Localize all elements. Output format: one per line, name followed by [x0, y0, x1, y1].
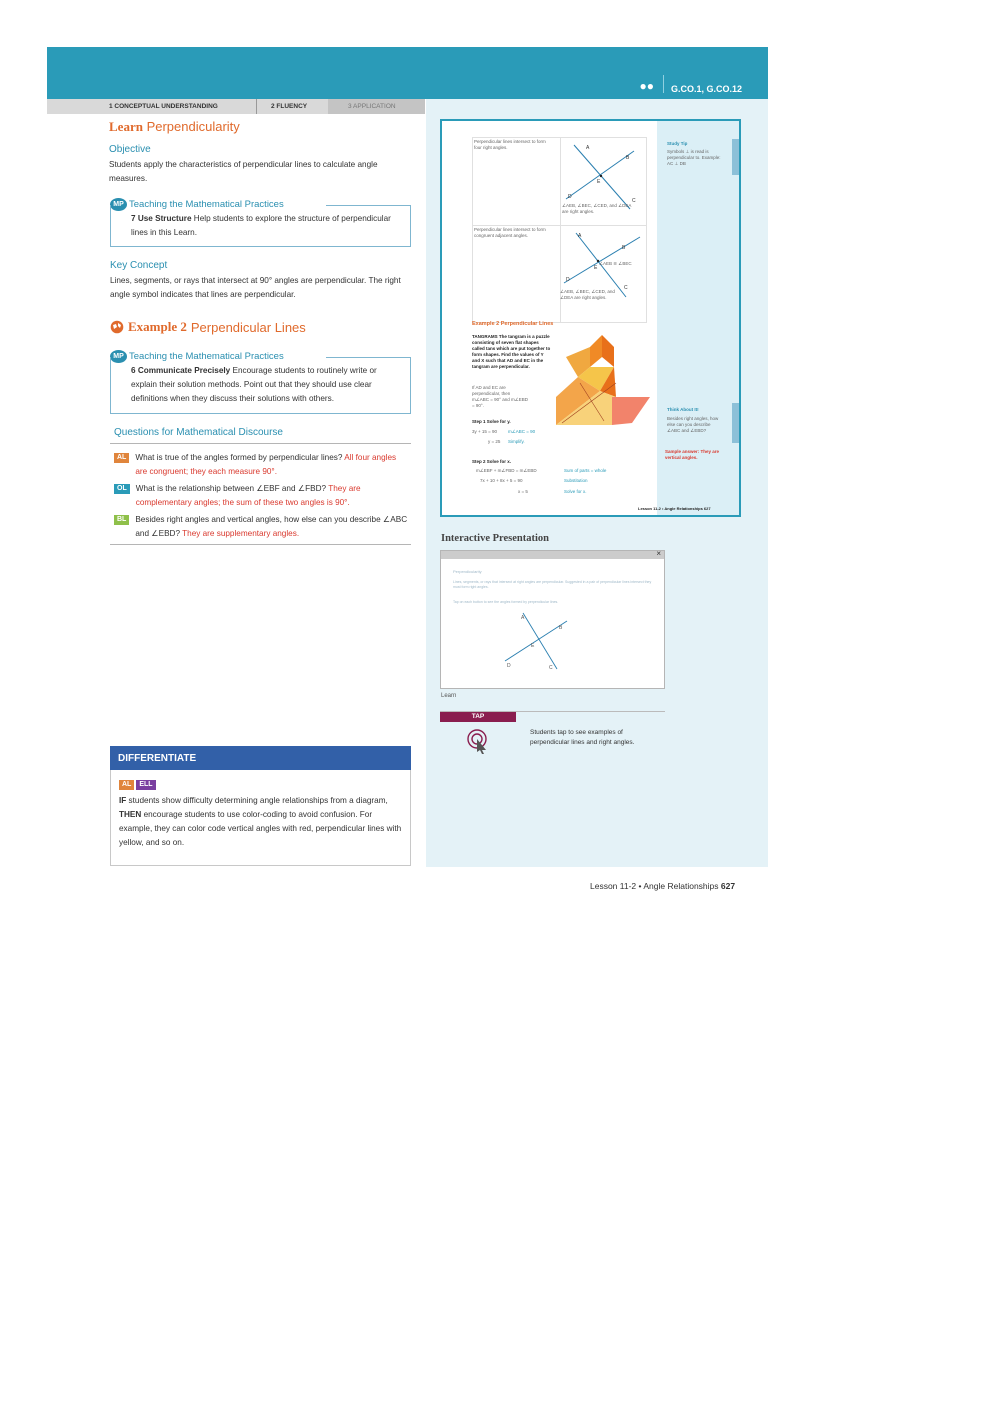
sp-example-if: If AD and EC are perpendicular, then m∠ABC = 90° and m∠EBD = 90°.	[472, 385, 529, 408]
screen-tap-text: Tap on each button to see the angles formed by perpendicular lines.	[453, 600, 559, 604]
differentiate-if: IF students show difficulty determining angle relationships from a diagram,	[119, 796, 388, 805]
tab-application[interactable]: 3 APPLICATION	[328, 99, 425, 114]
mp-title-text: Teaching the Mathematical Practices	[129, 351, 284, 362]
think-about-answer: Sample answer: They are vertical angles.	[665, 449, 720, 460]
level-badge: AL	[114, 453, 129, 463]
svg-text:D: D	[566, 277, 570, 283]
student-page-thumbnail: Study Tip Symbols ⊥ is read is perpendicular to. Example: AC ⊥ DB Think About It! Besides right angles, how else can you describe ∠ABC and ∠EBD? Sample answer: They are vertical angles. Perpendicular lines intersect to form four right angles. Perpendicular lines intersect to form congruent adjacent angles. A B D C E ∠AEB, ∠BEC, ∠CED, and ∠DEA are right angles. A B D C E ∠AEB ≅ ∠BEC ∠AEB, ∠BEC, ∠CED, and ∠DEA are right angles. Example 2 Perpendicular Lines TANGRAMS The tangram is a puzzle consisting of seven flat shapes called tans which are put together to form shapes. Find the values of Y and X such that AD and EC in the tangram are perpendicular. If AD and EC are perpendicular, then m∠ABC = 90° and m∠EBD = 90°. Step 1 Solve for y. 3y + 15 = 90 m∠ABC = 90 y = 25 Simplify. Step 2 Solve for x. m∠EBF + m∠FBD = m∠EBD Sum of parts = whole 7x + 10 + 8x + 5 = 90 Substitution x = 5 Solve for x. Lesson 11-2 • Angle Relationships 627	[440, 119, 741, 517]
svg-text:B: B	[559, 625, 563, 631]
mp-box-structure	[110, 198, 411, 247]
discourse-heading: Questions for Mathematical Discourse	[114, 427, 283, 438]
screen-text: Lines, segments, or rays that intersect at right angles are perpendicular. Suggested in a pair of perpendicular lines intersect they must form right angles.	[453, 580, 652, 589]
svg-text:E: E	[594, 265, 598, 271]
congruent-caption: ∠AEB ≅ ∠BEC	[599, 261, 632, 266]
tangram-figure	[556, 327, 652, 425]
mp-box-communicate	[110, 350, 411, 414]
mp-text: 7 Use Structure Help students to explore the structure of perpendicular lines in this Learn.	[131, 214, 391, 237]
discourse-item-bl: BL Besides right angles and vertical angles, how else can you describe ∠ABC and ∠EBD? They are supplementary angles.	[114, 513, 411, 541]
divider	[663, 75, 664, 93]
tap-label: TAP	[440, 712, 516, 722]
interactive-presentation-screen[interactable]	[440, 550, 665, 689]
think-about-title: Think About It!	[667, 407, 699, 412]
svg-text:A: A	[586, 145, 590, 151]
svg-text:B: B	[622, 245, 626, 251]
level-badge-al: AL	[119, 780, 134, 790]
key-concept-heading: Key Concept	[110, 260, 168, 271]
mp-icon: MP	[110, 350, 127, 363]
screen-perpendicular-diagram[interactable]	[501, 607, 575, 673]
differentiate-body	[110, 770, 411, 866]
standards-label: G.CO.1, G.CO.12	[670, 84, 742, 94]
svg-text:D: D	[507, 663, 511, 669]
svg-text:E: E	[531, 643, 535, 649]
lesson-tabs	[47, 99, 425, 114]
svg-text:B: B	[626, 155, 630, 161]
svg-text:A: A	[521, 615, 525, 621]
study-tip-title: Study Tip	[667, 141, 688, 146]
globe-icon	[110, 320, 124, 334]
svg-text:C: C	[624, 285, 628, 291]
discourse-item-ol: OL What is the relationship between ∠EBF and ∠FBD? They are complementary angles; the sum of these two angles is 90°.	[114, 482, 411, 510]
interactive-presentation-title: Interactive Presentation	[441, 533, 549, 544]
tab-conceptual-understanding[interactable]: 1 CONCEPTUAL UNDERSTANDING	[109, 103, 218, 110]
differentiate-header: DIFFERENTIATE	[110, 746, 411, 770]
concept-text-1: Perpendicular lines intersect to form four right angles.	[474, 139, 546, 150]
objective-heading: Objective	[109, 144, 151, 155]
concept-caption-2: ∠AEB, ∠BEC, ∠CED, and ∠DEA are right angles.	[560, 289, 615, 300]
mp-icon: MP	[110, 198, 127, 211]
mp-text: 6 Communicate Precisely Encourage students to routinely write or explain their solution methods. Point out that they should use clear definitions when they discuss their solutions with others.	[131, 366, 377, 403]
svg-text:D: D	[568, 194, 572, 200]
study-tip-text: Symbols ⊥ is read is perpendicular to. Example: AC ⊥ DB	[667, 149, 721, 166]
level-badge: BL	[114, 515, 129, 525]
svg-text:C: C	[632, 198, 636, 204]
level-badge: OL	[114, 484, 130, 494]
screen-heading: Perpendicularity	[453, 569, 482, 574]
student-page-sidebar	[657, 121, 739, 515]
svg-text:C: C	[549, 665, 553, 671]
tap-icon	[466, 728, 492, 754]
concept-caption-1: ∠AEB, ∠BEC, ∠CED, and ∠DEA are right angles.	[562, 203, 632, 214]
mp-title-text: Teaching the Mathematical Practices	[129, 199, 284, 210]
concept-text-2: Perpendicular lines intersect to form congruent adjacent angles.	[474, 227, 546, 238]
sp-example-body: TANGRAMS The tangram is a puzzle consisting of seven flat shapes called tans which are put together to form shapes. Find the values of Y and X such that AD and EC in the tangram are perpendicular.	[472, 334, 551, 369]
sp-footer: Lesson 11-2 • Angle Relationships 627	[638, 506, 711, 511]
group-icon: ●●	[639, 79, 654, 93]
interactive-caption: Learn	[441, 693, 457, 699]
key-concept-text: Lines, segments, or rays that intersect at 90° angles are perpendicular. The right angle symbol indicates that lines are perpendicular.	[110, 276, 401, 299]
differentiate-then: THEN encourage students to use color-coding to avoid confusion. For example, they can color code vertical angles with red, perpendicular lines with yellow, and so on.	[119, 810, 402, 847]
header-band	[47, 47, 768, 99]
svg-text:E: E	[597, 179, 601, 185]
example-2-heading: Example 2 Perpendicular Lines	[110, 319, 306, 335]
tab-fluency[interactable]: 2 FLUENCY	[256, 99, 328, 114]
sp-step-2: Step 2 Solve for x.	[472, 459, 512, 464]
learn-heading: Learn Perpendicularity	[109, 119, 240, 134]
tap-description: Students tap to see examples of perpendicular lines and right angles.	[530, 729, 635, 746]
level-badge-ell: ELL	[136, 780, 155, 790]
sp-example-title: Example 2 Perpendicular Lines	[472, 321, 554, 327]
page-footer: Lesson 11-2 • Angle Relationships 627	[590, 881, 736, 891]
svg-text:A: A	[578, 233, 582, 239]
close-icon[interactable]: ×	[656, 549, 661, 558]
discourse-list	[114, 451, 411, 541]
discourse-item-al: AL What is true of the angles formed by perpendicular lines? All four angles are congruent; they each measure 90°.	[114, 451, 411, 479]
think-about-text: Besides right angles, how else can you describe ∠ABC and ∠EBD?	[667, 416, 719, 433]
sp-step-1: Step 1 Solve for y.	[472, 419, 511, 424]
objective-text: Students apply the characteristics of perpendicular lines to calculate angle measures.	[109, 160, 378, 183]
